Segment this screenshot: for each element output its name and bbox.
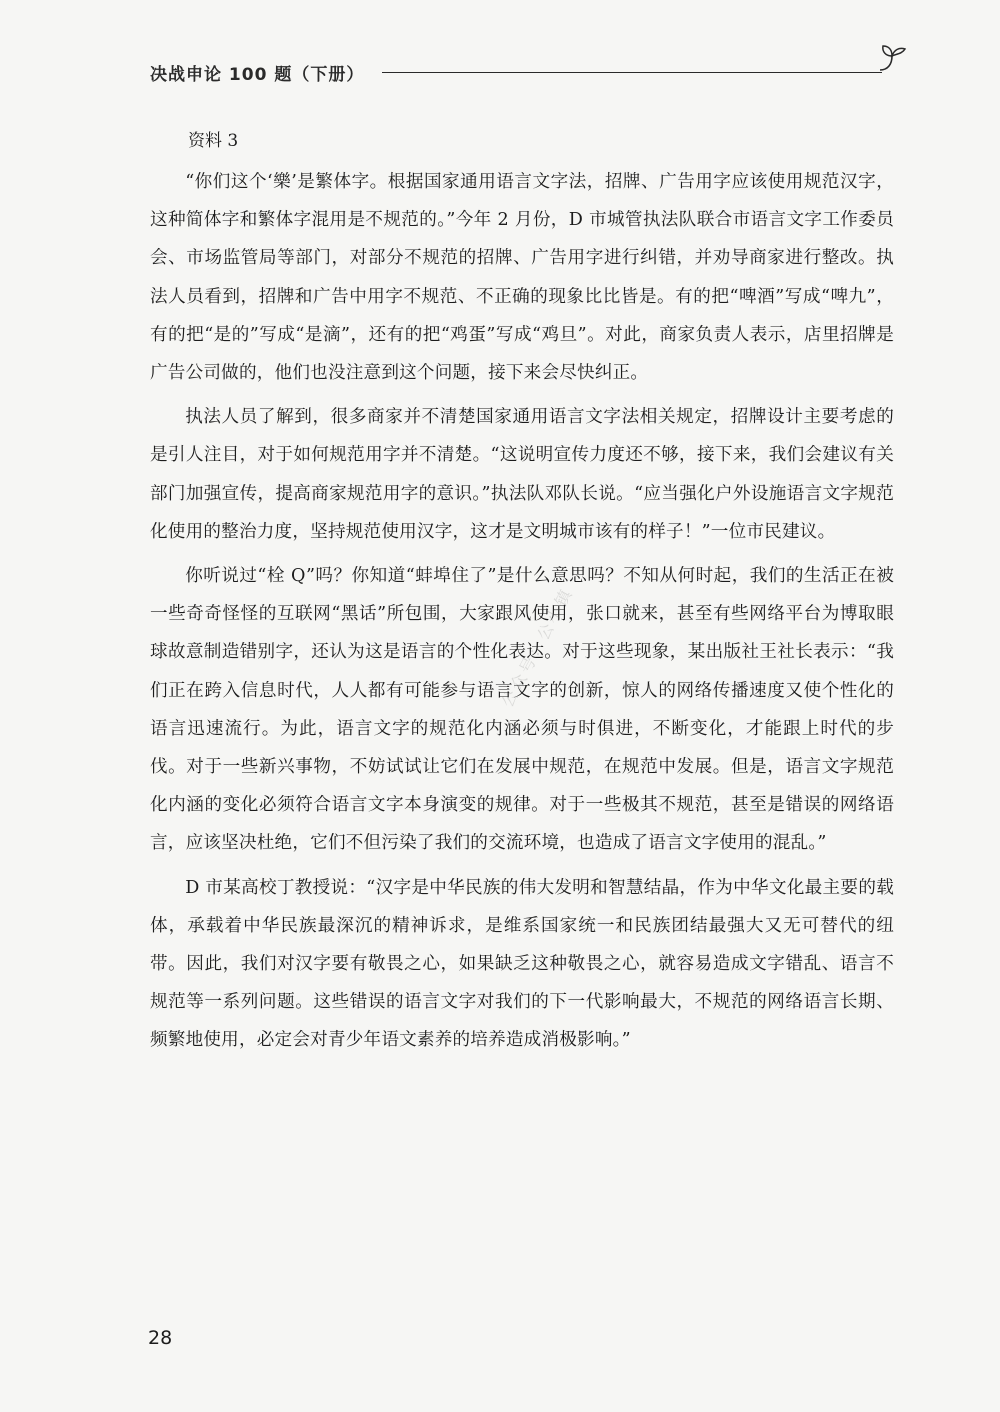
page-number: 28 [148,1327,173,1349]
paragraph-2: 执法人员了解到，很多商家并不清楚国家通用语言文字法相关规定，招牌设计主要考虑的是引人注目，对于如何规范用字并不清楚。“这说明宣传力度还不够，接下来，我们会建议有关部门加强宣传，提高商家规范用字的意识。”执法队邓队长说。“应当强化户外设施语言文字规范化使用的整治力度，坚持规范使用汉字，这才是文明城市该有的样子！”一位市民建议。 [150,407,894,542]
book-title: 决战申论 100 题（下册） [150,65,365,85]
section-label: 资料 3 [188,131,239,151]
header-rule [382,72,882,73]
body-content [150,123,894,1066]
watermark: 公众号：公小镇 [497,583,577,711]
paragraph-3: 你听说过“栓 Q”吗？你知道“蚌埠住了”是什么意思吗？不知从何时起，我们的生活正在被一些奇奇怪怪的互联网“黑话”所包围，大家跟风使用，张口就来，甚至有些网络平台为博取眼球故意制造错别字，还认为这是语言的个性化表达。对于这些现象，某出版社王社长表示：“我们正在跨入信息时代，人人都有可能参与语言文字的创新，惊人的网络传播速度又使个性化的语言迅速流行。为此，语言文字的规范化内涵必须与时俱进，不断变化，才能跟上时代的步伐。对于一些新兴事物，不妨试试让它们在发展中规范，在规范中发展。但是，语言文字规范化内涵的变化必须符合语言文字本身演变的规律。对于一些极其不规范，甚至是错误的网络语言，应该坚决杜绝，它们不但污染了我们的交流环境，也造成了语言文字使用的混乱。” [150,566,894,854]
running-header [150,58,910,88]
paragraph-4: D 市某高校丁教授说：“汉字是中华民族的伟大发明和智慧结晶，作为中华文化最主要的载体，承载着中华民族最深沉的精神诉求，是维系国家统一和民族团结最强大又无可替代的纽带。因此，我们对汉字要有敬畏之心，如果缺乏这种敬畏之心，就容易造成文字错乱、语言不规范等一系列问题。这些错误的语言文字对我们的下一代影响最大，不规范的网络语言长期、频繁地使用，必定会对青少年语文素养的培养造成消极影响。” [150,877,894,1051]
paragraph-1: “你们这个‘樂’是繁体字。根据国家通用语言文字法，招牌、广告用字应该使用规范汉字，这种简体字和繁体字混用是不规范的。”今年 2 月份，D 市城管执法队联合市语言文字工作委员会、市场监管局等部门，对部分不规范的招牌、广告用字进行纠错，并劝导商家进行整改。执法人员看到，招牌和广告中用字不规范、不正确的现象比比皆是。有的把“啤酒”写成“啤九”，有的把“是的”写成“是滴”，还有的把“鸡蛋”写成“鸡旦”。对此，商家负责人表示，店里招牌是广告公司做的，他们也没注意到这个问题，接下来会尽快纠正。 [150,172,894,384]
sprout-icon [874,40,910,76]
